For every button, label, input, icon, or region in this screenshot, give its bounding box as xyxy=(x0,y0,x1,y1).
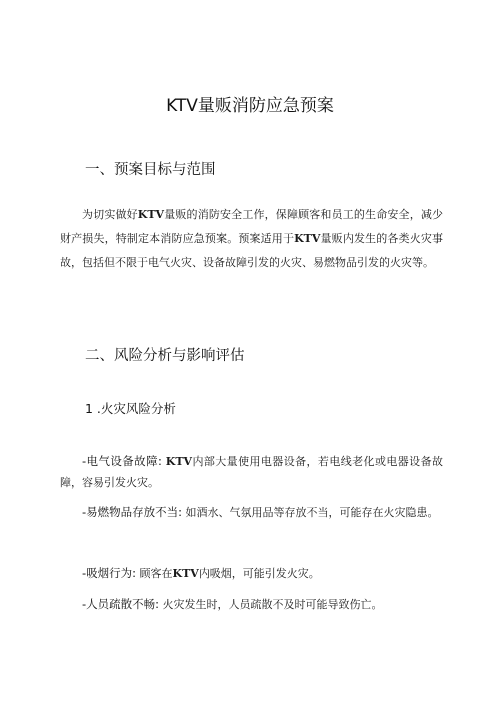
risk-item-evacuation xyxy=(60,594,443,615)
section-heading-risk: 二、风险分析与影响评估 xyxy=(85,348,245,364)
subsection-heading-fire-risk: 1 .火灾风险分析 xyxy=(85,401,176,416)
paragraph-text: 量贩内发生的各类火灾事故，包括但不限于电气火灾、设备故障引发的火灾、易燃物品引发的火灾等。 xyxy=(60,232,444,269)
risk-item-label: -电气设备故障: xyxy=(82,454,162,468)
risk-item-label: -易燃物品存放不当: xyxy=(82,505,183,519)
risk-item-label: -人员疏散不畅: xyxy=(82,597,160,611)
risk-item-text: 顾客在 xyxy=(136,567,173,580)
risk-item-text: 内吸烟，可能引发火灾。 xyxy=(198,567,320,580)
ktv-term: KTV xyxy=(165,455,193,468)
paragraph-text: 量贩的消防安全工作，保障顾客和员工的生命安全，减少财产损失，特制定本消防应急预案。预案适用于 xyxy=(60,208,444,245)
section-heading-scope: 一、预案目标与范围 xyxy=(85,162,216,178)
risk-item-text: 如酒水、气氛用品等存放不当，可能存在火灾隐患。 xyxy=(182,506,439,519)
ktv-term: KTV xyxy=(294,232,321,245)
paragraph-text: 为切实做好 xyxy=(82,208,138,221)
risk-item-text: 火灾发生时，人员疏散不及时可能导致伤亡。 xyxy=(159,598,383,611)
risk-item-label: -吸烟行为: xyxy=(82,566,137,580)
risk-item-flammables xyxy=(60,502,443,523)
risk-item-text: 内部大量使用电器设备，若电线老化或电器设备故障，容易引发火灾。 xyxy=(60,455,443,489)
risk-item-smoking xyxy=(60,563,443,584)
ktv-term: KTV xyxy=(172,567,199,580)
section-paragraph-scope xyxy=(60,203,443,275)
document-title: KTV量贩消防应急预案 xyxy=(166,96,334,116)
ktv-term: KTV xyxy=(137,208,165,221)
risk-item-electrical xyxy=(60,451,443,493)
